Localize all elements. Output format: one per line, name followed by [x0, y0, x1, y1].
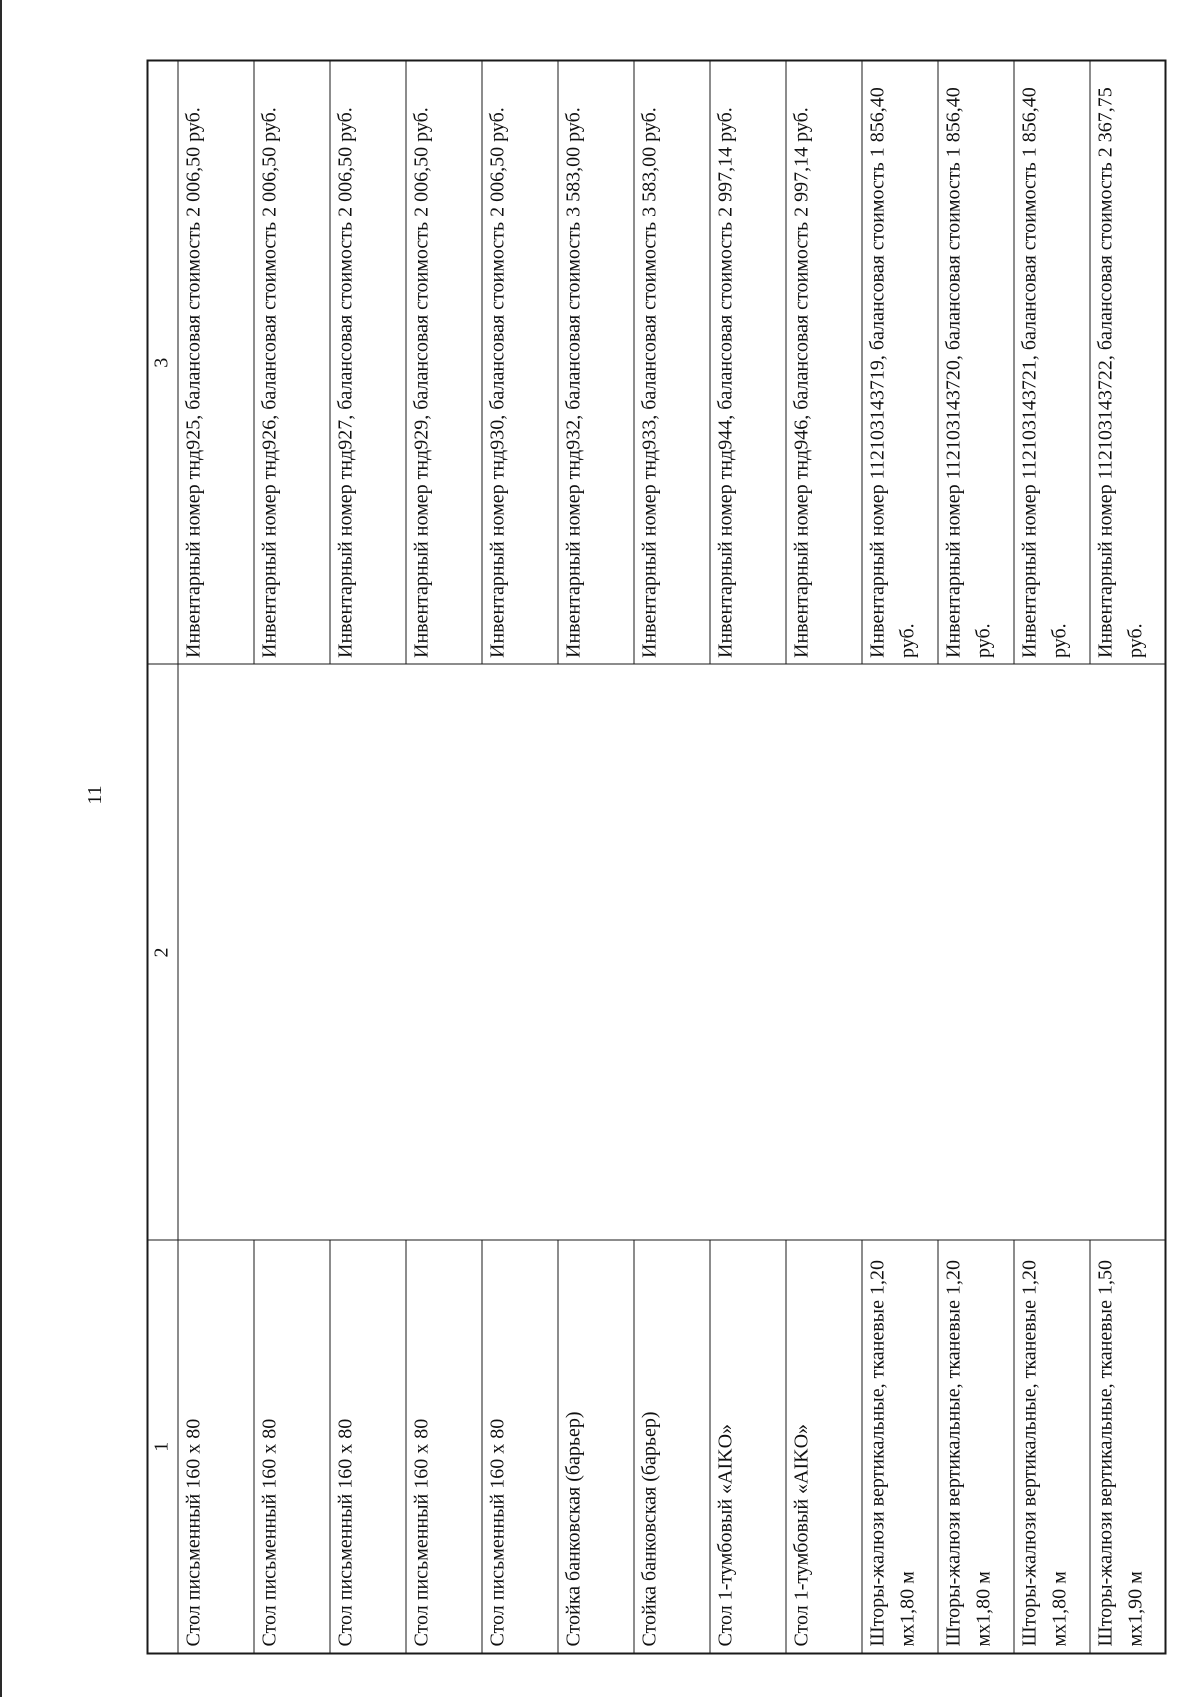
item-name-cell: Стойка банковская (барьер) [558, 1241, 634, 1654]
item-details-cell: Инвентарный номер тнд932, балансовая стоимость 3 583,00 руб. [558, 61, 634, 665]
rotated-document [147, 62, 1167, 1655]
item-name-cell: Шторы-жалюзи вертикальные, тканевые 1,20 мх1,80 м [938, 1241, 1014, 1654]
column-header-2: 2 [148, 665, 178, 1241]
table-row [178, 61, 254, 1654]
item-details-cell: Инвентарный номер тнд926, балансовая стоимость 2 006,50 руб. [254, 61, 330, 665]
inventory-table [147, 60, 1167, 1655]
item-details-cell: Инвентарный номер тнд933, балансовая стоимость 3 583,00 руб. [634, 61, 710, 665]
scan-edge [0, 0, 2, 1697]
item-details-cell: Инвентарный номер 112103143722, балансовая стоимость 2 367,75 руб. [1090, 61, 1166, 665]
item-name-cell: Стол 1-тумбовый «AIKO» [710, 1241, 786, 1654]
item-name-cell: Стол 1-тумбовый «AIKO» [786, 1241, 862, 1654]
empty-column-cell [178, 665, 1166, 1241]
item-name-cell: Стол письменный 160 х 80 [406, 1241, 482, 1654]
item-details-cell: Инвентарный номер тнд929, балансовая стоимость 2 006,50 руб. [406, 61, 482, 665]
item-details-cell: Инвентарный номер тнд930, балансовая стоимость 2 006,50 руб. [482, 61, 558, 665]
item-name-cell: Стол письменный 160 х 80 [178, 1241, 254, 1654]
item-name-cell: Стол письменный 160 х 80 [330, 1241, 406, 1654]
item-name-cell: Стол письменный 160 х 80 [482, 1241, 558, 1654]
item-name-cell: Шторы-жалюзи вертикальные, тканевые 1,20 мх1,80 м [862, 1241, 938, 1654]
item-details-cell: Инвентарный номер 112103143721, балансовая стоимость 1 856,40 руб. [1014, 61, 1090, 665]
item-details-cell: Инвентарный номер 112103143719, балансовая стоимость 1 856,40 руб. [862, 61, 938, 665]
page-number: 11 [84, 785, 106, 805]
item-name-cell: Стойка банковская (барьер) [634, 1241, 710, 1654]
item-details-cell: Инвентарный номер тнд946, балансовая стоимость 2 997,14 руб. [786, 61, 862, 665]
item-details-cell: Инвентарный номер тнд925, балансовая стоимость 2 006,50 руб. [178, 61, 254, 665]
item-details-cell: Инвентарный номер тнд927, балансовая стоимость 2 006,50 руб. [330, 61, 406, 665]
table-header-row [148, 61, 178, 1654]
column-header-1: 1 [148, 1241, 178, 1654]
item-details-cell: Инвентарный номер 112103143720, балансовая стоимость 1 856,40 руб. [938, 61, 1014, 665]
column-header-3: 3 [148, 61, 178, 665]
item-name-cell: Шторы-жалюзи вертикальные, тканевые 1,50 мх1,90 м [1090, 1241, 1166, 1654]
item-name-cell: Шторы-жалюзи вертикальные, тканевые 1,20 мх1,80 м [1014, 1241, 1090, 1654]
item-details-cell: Инвентарный номер тнд944, балансовая стоимость 2 997,14 руб. [710, 61, 786, 665]
item-name-cell: Стол письменный 160 х 80 [254, 1241, 330, 1654]
